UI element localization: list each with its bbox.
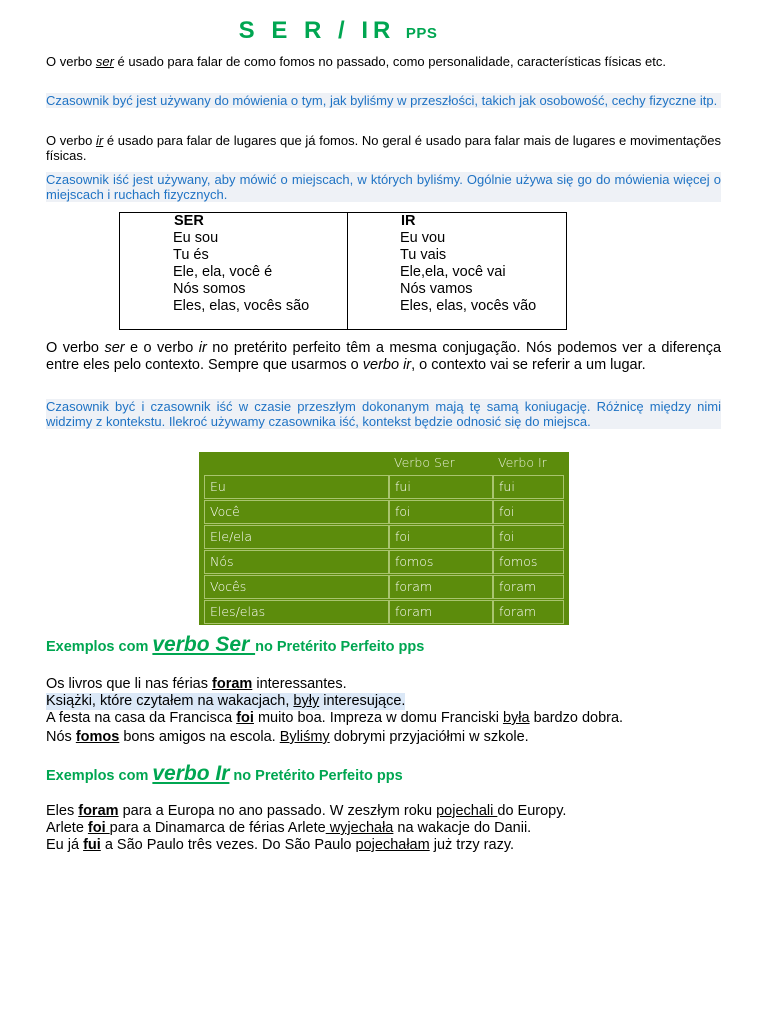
conjugation-column-ir: [348, 213, 566, 329]
intro-paragraph-ser: [46, 54, 721, 69]
conjugation-row: Ele,ela, você vai: [399, 264, 506, 280]
term-ir: ir: [96, 133, 104, 148]
table-cell: foi: [389, 500, 493, 524]
table-cell: Vocês: [204, 575, 389, 599]
section-heading-ser: [46, 633, 424, 657]
text-segment: O verbo: [46, 54, 96, 69]
text-segment: no Pretérito Perfeito pps: [229, 768, 403, 784]
text-segment: no pretérito perfeito têm a mesma conjugação. Nós podemos ver a diferença entre eles pelo contexto. Sempre que usarmos o: [46, 340, 722, 373]
text-segment: Nós: [46, 729, 76, 745]
table-cell: foram: [389, 600, 493, 624]
table-cell: Ele/ela: [204, 525, 389, 549]
table-cell: foram: [493, 600, 564, 624]
middle-paragraph-polish: [46, 399, 721, 429]
text-segment: Eles: [46, 803, 79, 819]
text-segment: é usado para falar de lugares que já fomos. No geral é usado para falar mais de lugares e movimentações físicas.: [46, 133, 721, 163]
text-segment: e o verbo: [124, 340, 199, 356]
text-segment: para a Dinamarca de férias Arlete: [109, 820, 326, 836]
example-ser-1: [46, 676, 347, 693]
text-segment: a São Paulo três vezes. Do São Paulo: [100, 837, 356, 853]
table-row: [199, 574, 569, 599]
table-cell: foram: [389, 575, 493, 599]
text-segment: bons amigos na escola.: [119, 729, 280, 745]
table-cell: fui: [493, 475, 564, 499]
conjugation-row: Nós somos: [173, 281, 246, 297]
text-segment: na wakacje do Danii.: [393, 820, 532, 836]
table-cell: Eles/elas: [204, 600, 389, 624]
title-main: S E R / IR: [238, 17, 396, 44]
verb-highlight: pojechali: [436, 803, 498, 819]
table-row: [199, 524, 569, 549]
text-segment: para a Europa no ano passado. W zeszłym roku: [118, 803, 437, 819]
text-segment: dobrymi przyjaciółmi w szkole.: [329, 729, 529, 745]
text-segment: interesujące.: [319, 693, 406, 709]
verb-highlight: foram: [78, 803, 119, 819]
heading-emphasis: verbo Ir: [152, 762, 230, 785]
title-suffix: PPS: [405, 25, 438, 42]
text-segment: O verbo: [46, 340, 105, 356]
text-segment: Exemplos com: [46, 639, 153, 655]
text-segment: już trzy razy.: [429, 837, 515, 853]
table-cell: fomos: [493, 550, 564, 574]
conjugation-table: [119, 212, 567, 330]
conjugation-row: Ele, ela, você é: [173, 264, 273, 280]
column-header: IR: [400, 213, 416, 229]
table-cell: fomos: [389, 550, 493, 574]
section-heading-ir: [46, 762, 403, 786]
table-header-row: [199, 452, 569, 474]
conjugation-row: Tu vais: [399, 247, 447, 263]
text-segment: é usado para falar de como fomos no passado, como personalidade, características físicas etc.: [113, 54, 666, 69]
text-segment: Czasownik być jest używany do mówienia o tym, jak byliśmy w przeszłości, takich jak osobowość, cechy fizyczne itp.: [46, 93, 718, 108]
table-header-cell: Verbo Ir: [498, 455, 547, 470]
table-cell: foi: [493, 525, 564, 549]
page-title: [0, 17, 722, 45]
heading-emphasis: verbo Ser: [152, 633, 256, 656]
text-segment: Os livros que li nas férias: [46, 676, 213, 692]
table-row: [199, 474, 569, 499]
term-ser: ser: [104, 340, 125, 356]
table-cell: Nós: [204, 550, 389, 574]
verb-table: [199, 452, 569, 625]
verb-highlight: fui: [83, 837, 101, 853]
text-segment: Książki, które czytałem na wakacjach,: [46, 693, 294, 709]
table-cell: foi: [493, 500, 564, 524]
text-segment: bardzo dobra.: [529, 710, 624, 726]
table-row: [199, 599, 569, 624]
verb-highlight: były: [293, 693, 320, 709]
intro-paragraph-ser-polish: [46, 93, 721, 108]
example-ir-3: [46, 837, 514, 854]
conjugation-column-ser: [120, 213, 348, 329]
text-segment: muito boa. Impreza w domu Franciski: [253, 710, 503, 726]
text-segment: interessantes.: [252, 676, 347, 692]
table-header-cell: Verbo Ser: [394, 455, 455, 470]
conjugation-row: Nós vamos: [399, 281, 473, 297]
table-cell: foi: [389, 525, 493, 549]
verb-highlight: foi: [236, 710, 254, 726]
intro-paragraph-ir: [46, 133, 721, 163]
example-ser-1-polish: [46, 693, 405, 710]
verb-highlight: foram: [212, 676, 253, 692]
text-segment: no Pretérito Perfeito pps: [255, 639, 425, 655]
conjugation-row: Tu és: [173, 247, 209, 263]
table-row: [199, 499, 569, 524]
conjugation-row: Eu sou: [173, 230, 219, 246]
table-cell: foram: [493, 575, 564, 599]
term-verbo-ir: verbo ir: [362, 356, 412, 373]
table-row: [199, 549, 569, 574]
conjugation-row: Eles, elas, vocês são: [173, 298, 310, 314]
verb-highlight: fomos: [75, 729, 120, 745]
conjugation-row: Eles, elas, vocês vão: [399, 298, 537, 314]
text-segment: , o contexto vai se referir a um lugar.: [411, 356, 646, 373]
term-ir: ir: [198, 340, 207, 356]
table-header-cell: [204, 452, 389, 474]
verb-highlight: Byliśmy: [279, 729, 330, 745]
text-segment: Czasownik iść jest używany, aby mówić o miejscach, w których byliśmy. Ogólnie używa się go do mówienia więcej o miejscach i ruchach fizycznych.: [46, 172, 721, 202]
text-segment: Exemplos com: [46, 768, 153, 784]
intro-paragraph-ir-polish: [46, 172, 721, 202]
text-segment: Arlete: [46, 820, 88, 836]
example-ser-3: [46, 729, 529, 746]
example-ir-2: [46, 820, 531, 837]
table-cell: fui: [389, 475, 493, 499]
verb-highlight: wyjechała: [325, 820, 394, 836]
text-segment: do Europy.: [497, 803, 567, 819]
column-header: SER: [174, 213, 204, 229]
verb-highlight: foi: [87, 820, 110, 836]
text-segment: Czasownik być i czasownik iść w czasie przeszłym dokonanym mają tę samą koniugację. Różnicę między nimi widzimy z kontekstu. Ilekroć używamy czasownika iść, kontekst będzie odnosić się do miejsca.: [46, 399, 721, 429]
verb-highlight: pojechałam: [355, 837, 430, 853]
middle-paragraph: [46, 340, 721, 373]
text-segment: Eu já: [46, 837, 84, 853]
text-segment: A festa na casa da Francisca: [46, 710, 237, 726]
verb-highlight: była: [502, 710, 530, 726]
text-segment: O verbo: [46, 133, 96, 148]
table-cell: Eu: [204, 475, 389, 499]
example-ser-2: [46, 710, 623, 727]
table-cell: Você: [204, 500, 389, 524]
term-ser: ser: [95, 54, 114, 69]
conjugation-row: Eu vou: [399, 230, 446, 246]
example-ir-1: [46, 803, 566, 820]
